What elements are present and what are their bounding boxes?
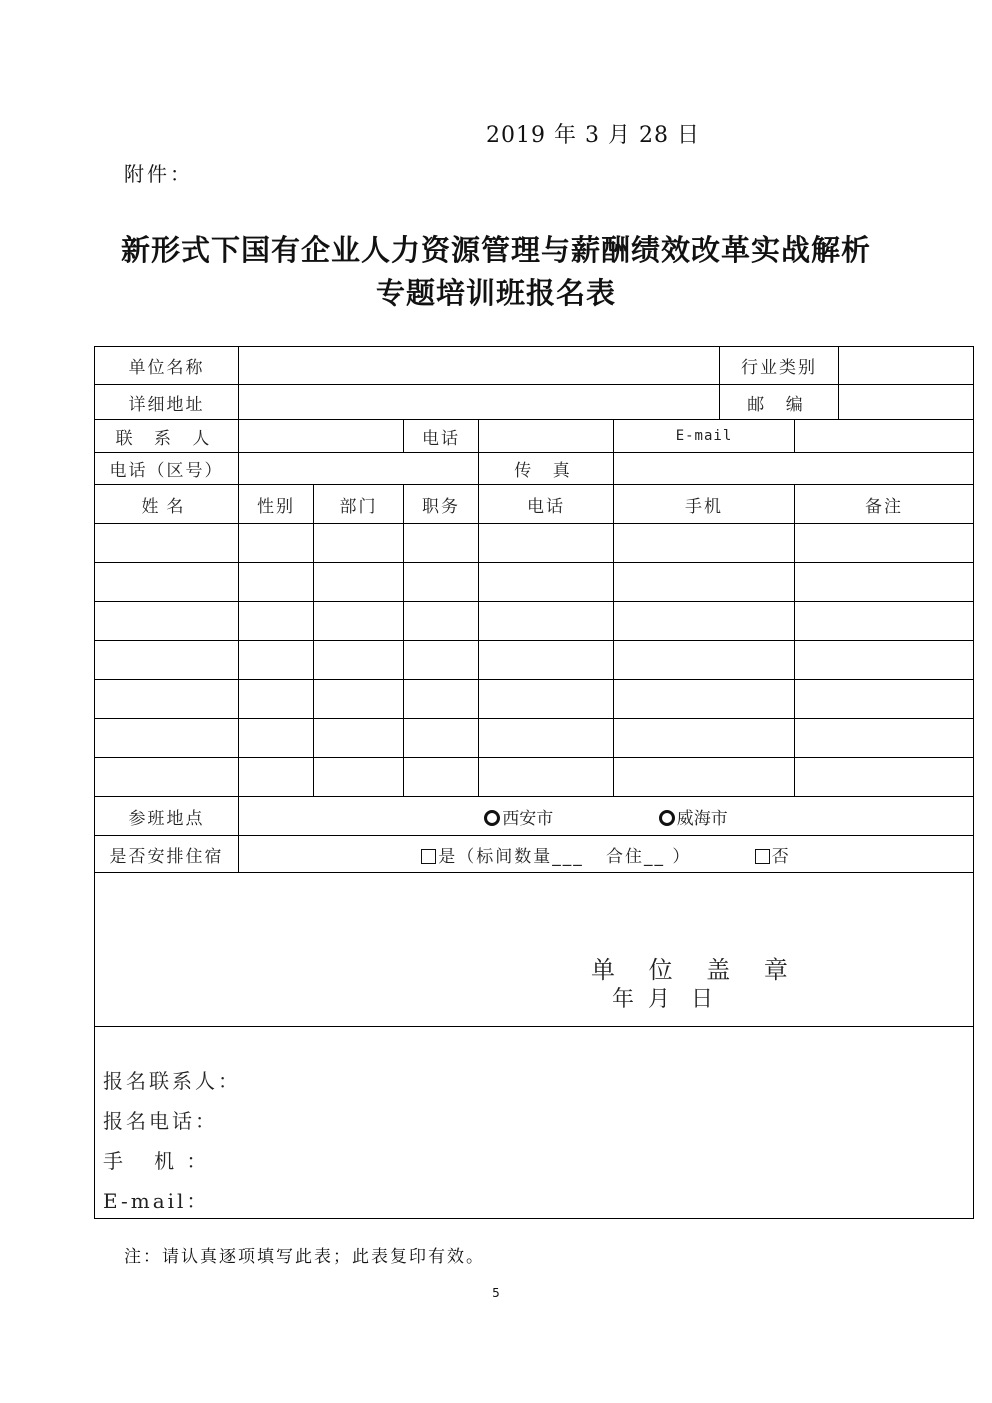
postcode-label: 邮 编 — [720, 385, 839, 420]
document-date: 2019 年 3 月 28 日 — [486, 123, 700, 148]
mobile-cell[interactable] — [614, 719, 795, 758]
table-row — [95, 719, 974, 758]
unit-name-label: 单位名称 — [95, 347, 239, 385]
remarks-cell[interactable] — [795, 524, 974, 563]
venue-label: 参班地点 — [95, 797, 239, 836]
phone-area-field[interactable] — [239, 453, 479, 485]
form-title-line-1: 新形式下国有企业人力资源管理与薪酬绩效改革实战解析 — [120, 233, 871, 267]
address-label: 详细地址 — [95, 385, 239, 420]
gender-cell[interactable] — [239, 758, 314, 797]
table-row — [95, 680, 974, 719]
unit-seal-label: 单 位 盖 章 — [591, 955, 801, 984]
mobile-cell[interactable] — [614, 680, 795, 719]
checkbox-icon — [421, 849, 436, 864]
venue-option-xian[interactable] — [484, 804, 553, 829]
table-row — [95, 641, 974, 680]
table-row — [95, 524, 974, 563]
table-row — [95, 563, 974, 602]
form-title-line-2: 专题培训班报名表 — [375, 276, 616, 310]
name-cell[interactable] — [95, 602, 239, 641]
department-cell[interactable] — [314, 680, 404, 719]
position-cell[interactable] — [404, 563, 479, 602]
form-note: 注：请认真逐项填写此表；此表复印有效。 — [124, 1247, 485, 1267]
lodging-yes-option[interactable] — [421, 847, 691, 867]
radio-icon — [484, 810, 500, 826]
name-cell[interactable] — [95, 680, 239, 719]
phone-cell[interactable] — [479, 758, 614, 797]
industry-field[interactable] — [839, 347, 974, 385]
department-cell[interactable] — [314, 719, 404, 758]
phone-cell[interactable] — [479, 602, 614, 641]
column-header-position: 职务 — [404, 485, 479, 524]
position-cell[interactable] — [404, 680, 479, 719]
signup-contact-line: 报名联系人： — [103, 1069, 241, 1093]
remarks-cell[interactable] — [795, 758, 974, 797]
signup-mobile-line: 手 机 ： — [103, 1149, 210, 1173]
gender-cell[interactable] — [239, 602, 314, 641]
registration-form-table — [94, 346, 974, 1219]
email-label: E-mail — [614, 420, 795, 453]
gender-cell[interactable] — [239, 563, 314, 602]
lodging-yes-label: 是（标间数量___ 合住__ ） — [438, 846, 692, 867]
position-cell[interactable] — [404, 719, 479, 758]
venue-option-weihai[interactable] — [659, 804, 728, 829]
gender-cell[interactable] — [239, 719, 314, 758]
lodging-no-option[interactable] — [755, 847, 791, 867]
column-header-mobile: 手机 — [614, 485, 795, 524]
venue-option-label: 西安市 — [502, 808, 554, 829]
position-cell[interactable] — [404, 758, 479, 797]
table-row — [95, 758, 974, 797]
contact-person-label: 联 系 人 — [95, 420, 239, 453]
lodging-label: 是否安排住宿 — [95, 836, 239, 873]
phone-area-label: 电话（区号） — [95, 453, 239, 485]
name-cell[interactable] — [95, 719, 239, 758]
department-cell[interactable] — [314, 641, 404, 680]
gender-cell[interactable] — [239, 524, 314, 563]
column-header-name: 姓名 — [95, 485, 239, 524]
table-row — [95, 602, 974, 641]
department-cell[interactable] — [314, 602, 404, 641]
column-header-gender: 性别 — [239, 485, 314, 524]
postcode-field[interactable] — [839, 385, 974, 420]
phone-cell[interactable] — [479, 719, 614, 758]
remarks-cell[interactable] — [795, 719, 974, 758]
position-cell[interactable] — [404, 641, 479, 680]
venue-option-label: 威海市 — [676, 808, 728, 829]
column-header-remarks: 备注 — [795, 485, 974, 524]
address-field[interactable] — [239, 385, 720, 420]
signup-contact-area — [95, 1027, 974, 1219]
seal-date: 年 月 日 — [612, 986, 713, 1012]
fax-label: 传 真 — [479, 453, 614, 485]
name-cell[interactable] — [95, 641, 239, 680]
mobile-cell[interactable] — [614, 524, 795, 563]
remarks-cell[interactable] — [795, 563, 974, 602]
column-header-department: 部门 — [314, 485, 404, 524]
signup-phone-line: 报名电话： — [103, 1109, 218, 1133]
fax-field[interactable] — [614, 453, 974, 485]
remarks-cell[interactable] — [795, 641, 974, 680]
remarks-cell[interactable] — [795, 680, 974, 719]
industry-label: 行业类别 — [720, 347, 839, 385]
position-cell[interactable] — [404, 524, 479, 563]
gender-cell[interactable] — [239, 680, 314, 719]
page-number: 5 — [492, 1286, 500, 1300]
name-cell[interactable] — [95, 758, 239, 797]
phone-cell[interactable] — [479, 641, 614, 680]
attachment-label: 附件： — [124, 162, 193, 186]
name-cell[interactable] — [95, 563, 239, 602]
radio-icon — [659, 810, 675, 826]
email-field[interactable] — [795, 420, 974, 453]
mobile-cell[interactable] — [614, 602, 795, 641]
checkbox-icon — [755, 849, 770, 864]
lodging-no-label: 否 — [771, 846, 791, 867]
department-cell[interactable] — [314, 563, 404, 602]
contact-person-field[interactable] — [239, 420, 404, 453]
unit-name-field[interactable] — [239, 347, 720, 385]
department-cell[interactable] — [314, 758, 404, 797]
mobile-cell[interactable] — [614, 641, 795, 680]
contact-phone-field[interactable] — [479, 420, 614, 453]
mobile-cell[interactable] — [614, 563, 795, 602]
department-cell[interactable] — [314, 524, 404, 563]
column-header-phone: 电话 — [479, 485, 614, 524]
phone-cell[interactable] — [479, 563, 614, 602]
contact-phone-label: 电话 — [404, 420, 479, 453]
remarks-cell[interactable] — [795, 602, 974, 641]
position-cell[interactable] — [404, 602, 479, 641]
lodging-options — [239, 836, 974, 873]
gender-cell[interactable] — [239, 641, 314, 680]
name-cell[interactable] — [95, 524, 239, 563]
seal-area — [95, 873, 974, 1027]
venue-options — [239, 797, 974, 836]
phone-cell[interactable] — [479, 680, 614, 719]
mobile-cell[interactable] — [614, 758, 795, 797]
phone-cell[interactable] — [479, 524, 614, 563]
signup-email-line: E-mail： — [103, 1189, 210, 1213]
